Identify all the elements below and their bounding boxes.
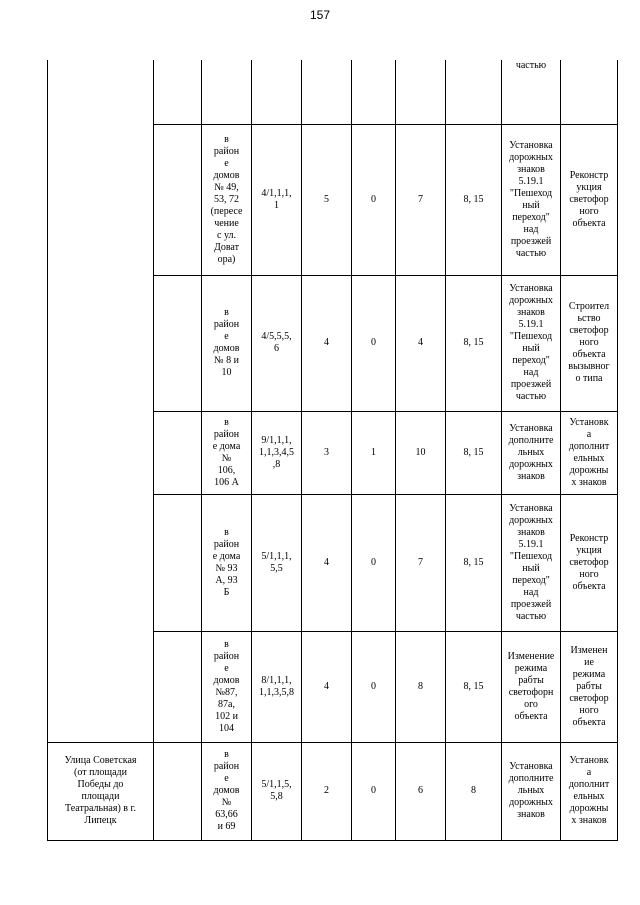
- blank-cell: [154, 60, 202, 124]
- value-cell-1: 4: [302, 275, 352, 411]
- location-cell: в район е домов № 8 и 10: [202, 275, 252, 411]
- value-cell-2: 0: [352, 124, 396, 275]
- measure-cell: Установка дорожных знаков 5.19.1 "Пешеход ный переход" над проезжей частью: [502, 124, 561, 275]
- value-cell-3: 7: [396, 494, 446, 631]
- location-cell: [202, 60, 252, 124]
- blank-cell: [154, 124, 202, 275]
- codes-cell: 4/1,1,1, 1: [252, 124, 302, 275]
- value-cell-1: 3: [302, 411, 352, 494]
- value-cell-4: 8: [446, 742, 502, 840]
- page-number: 157: [309, 8, 331, 22]
- blank-cell: [154, 494, 202, 631]
- value-cell-3: 10: [396, 411, 446, 494]
- value-cell-2: 1: [352, 411, 396, 494]
- value-cell-1: [302, 60, 352, 124]
- value-cell-2: 0: [352, 275, 396, 411]
- codes-cell: 8/1,1,1, 1,1,3,5,8: [252, 631, 302, 742]
- action-cell: [561, 60, 618, 124]
- blank-cell: [154, 411, 202, 494]
- action-cell: Изменен ие режима рабты светофор ного объекта: [561, 631, 618, 742]
- value-cell-3: 7: [396, 124, 446, 275]
- value-cell-1: 5: [302, 124, 352, 275]
- value-cell-4: 8, 15: [446, 494, 502, 631]
- table-row: [48, 742, 618, 840]
- measure-cell: Установка дополните льных дорожных знаков: [502, 742, 561, 840]
- measure-cell: Установка дорожных знаков 5.19.1 "Пешеход ный переход" над проезжей частью: [502, 275, 561, 411]
- codes-cell: 9/1,1,1, 1,1,3,4,5 ,8: [252, 411, 302, 494]
- value-cell-4: 8, 15: [446, 275, 502, 411]
- codes-cell: 5/1,1,1, 5,5: [252, 494, 302, 631]
- codes-cell: [252, 60, 302, 124]
- action-cell: Реконстр укция светофор ного объекта: [561, 124, 618, 275]
- blank-cell: [154, 742, 202, 840]
- traffic-measures-table: [47, 60, 618, 841]
- blank-cell: [154, 631, 202, 742]
- blank-cell: [154, 275, 202, 411]
- value-cell-3: 6: [396, 742, 446, 840]
- value-cell-2: [352, 60, 396, 124]
- street-cell-empty: [48, 60, 154, 742]
- location-cell: в район е домов № 63,66 и 69: [202, 742, 252, 840]
- value-cell-3: [396, 60, 446, 124]
- location-cell: в район е домов №87, 87а, 102 и 104: [202, 631, 252, 742]
- value-cell-1: 4: [302, 494, 352, 631]
- value-cell-4: 8, 15: [446, 124, 502, 275]
- measure-cell: Установка дорожных знаков 5.19.1 "Пешеход ный переход" над проезжей частью: [502, 494, 561, 631]
- measure-cell: частью: [502, 60, 561, 124]
- action-cell: Строител ьство светофор ного объекта вызывног о типа: [561, 275, 618, 411]
- value-cell-4: [446, 60, 502, 124]
- value-cell-4: 8, 15: [446, 631, 502, 742]
- value-cell-3: 8: [396, 631, 446, 742]
- measure-cell: Изменение режима рабты светофорн ого объекта: [502, 631, 561, 742]
- street-name-cell: Улица Советская (от площади Победы до площади Театральная) в г. Липецк: [48, 742, 154, 840]
- value-cell-1: 4: [302, 631, 352, 742]
- location-cell: в район е дома № 93 А, 93 Б: [202, 494, 252, 631]
- table-row: [48, 60, 618, 124]
- value-cell-3: 4: [396, 275, 446, 411]
- action-cell: Реконстр укция светофор ного объекта: [561, 494, 618, 631]
- value-cell-2: 0: [352, 742, 396, 840]
- value-cell-2: 0: [352, 494, 396, 631]
- value-cell-2: 0: [352, 631, 396, 742]
- location-cell: в район е домов № 49, 53, 72 (пересе чение с ул. Доват ора): [202, 124, 252, 275]
- action-cell: Установк а дополнит ельных дорожны х знаков: [561, 411, 618, 494]
- location-cell: в район е дома № 106, 106 А: [202, 411, 252, 494]
- value-cell-4: 8, 15: [446, 411, 502, 494]
- codes-cell: 5/1,1,5, 5,8: [252, 742, 302, 840]
- codes-cell: 4/5,5,5, 6: [252, 275, 302, 411]
- measure-cell: Установка дополните льных дорожных знаков: [502, 411, 561, 494]
- action-cell: Установк а дополнит ельных дорожны х знаков: [561, 742, 618, 840]
- value-cell-1: 2: [302, 742, 352, 840]
